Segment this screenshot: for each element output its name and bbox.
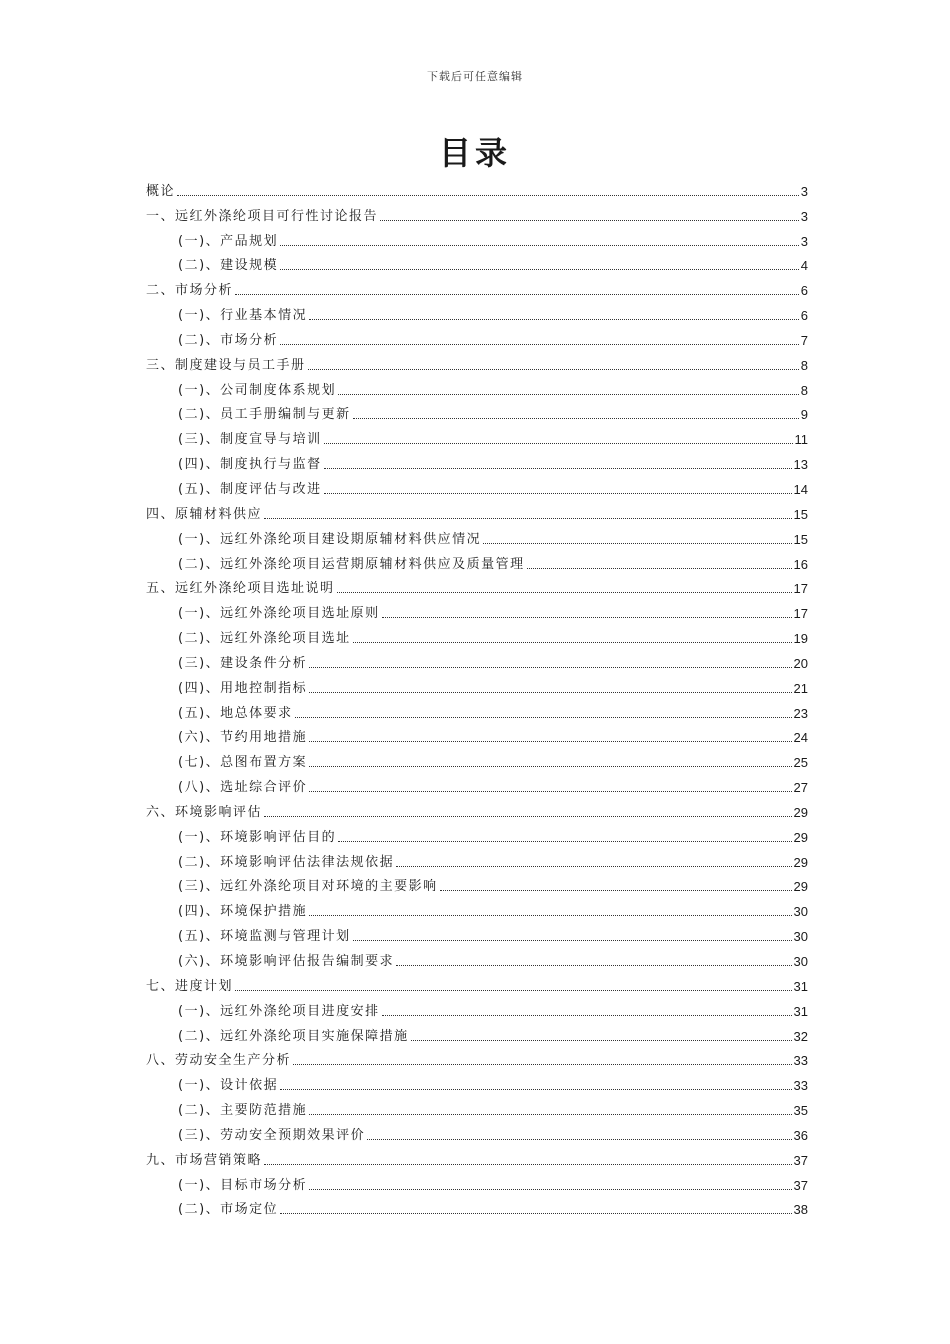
toc-entry-page: 6 [800,283,808,299]
toc-entry-label: (二)、主要防范措施 [178,1103,308,1119]
dot-leader [309,740,791,742]
toc-entry-label: (二)、远红外涤纶项目选址 [178,631,351,647]
toc-entry-page: 24 [793,730,808,746]
toc-entry-page: 3 [800,183,808,199]
toc-entry[interactable] [146,895,808,920]
toc-entry-label: (二)、市场分析 [178,332,279,348]
toc-entry-page: 4 [800,258,808,274]
toc-entry[interactable] [146,597,808,622]
dot-leader [440,889,792,891]
table-of-contents [146,175,808,1218]
toc-entry-label: (七)、总图布置方案 [178,755,308,771]
toc-entry-page: 32 [793,1028,808,1044]
toc-entry[interactable] [146,523,808,548]
toc-entry[interactable] [146,423,808,448]
toc-entry[interactable] [146,448,808,473]
toc-entry-page: 9 [800,407,808,423]
toc-entry[interactable] [146,274,808,299]
dot-leader [382,616,792,618]
toc-entry-page: 21 [793,680,808,696]
dot-leader [309,318,799,320]
toc-entry-page: 30 [793,954,808,969]
toc-entry-label: (三)、建设条件分析 [178,655,308,671]
dot-leader [324,442,793,444]
toc-entry[interactable] [146,1194,808,1219]
toc-entry-label: 七、进度计划 [146,978,234,994]
toc-entry-label: (六)、节约用地措施 [178,730,308,746]
dot-leader [309,691,791,693]
toc-entry-label: 三、制度建设与员工手册 [146,357,306,373]
toc-entry-label: (三)、制度宣导与培训 [178,432,322,448]
toc-entry-page: 7 [800,332,808,348]
toc-entry-page: 31 [793,1003,808,1019]
dot-leader [309,914,791,916]
dot-leader [293,1063,792,1065]
toc-entry[interactable] [146,548,808,573]
toc-entry[interactable] [146,299,808,324]
toc-entry-page: 38 [793,1202,808,1218]
toc-entry[interactable] [146,225,808,250]
toc-entry[interactable] [146,200,808,225]
dot-leader [280,1088,791,1090]
toc-entry[interactable] [146,1119,808,1144]
dot-leader [380,219,799,221]
toc-entry-page: 36 [793,1127,808,1143]
toc-entry[interactable] [146,374,808,399]
toc-entry-label: (二)、环境影响评估法律法规依据 [178,854,395,870]
toc-entry[interactable] [146,573,808,598]
toc-entry-page: 35 [793,1103,808,1119]
toc-entry[interactable] [146,697,808,722]
toc-entry[interactable] [146,622,808,647]
toc-entry-label: 八、劳动安全生产分析 [146,1053,292,1069]
dot-leader [396,964,791,966]
dot-leader [353,939,792,941]
dot-leader [235,293,799,295]
toc-entry-label: (五)、环境监测与管理计划 [178,929,351,945]
toc-entry-page: 30 [793,904,808,920]
toc-entry-page: 3 [800,208,808,224]
toc-entry-label: 九、市场营销策略 [146,1152,263,1168]
toc-entry-label: 概论 [146,183,176,199]
toc-entry[interactable] [146,1144,808,1169]
dot-leader [483,542,791,544]
toc-entry[interactable] [146,250,808,275]
dot-leader [324,492,792,494]
toc-entry-label: 四、原辅材料供应 [146,506,263,522]
toc-entry-page: 15 [793,531,808,547]
toc-entry[interactable] [146,1094,808,1119]
dot-leader [309,1188,791,1190]
toc-entry[interactable] [146,647,808,672]
dot-leader [324,467,792,469]
header-note: 下载后可任意编辑 [427,70,523,83]
toc-entry-page: 29 [793,804,808,820]
toc-entry[interactable] [146,746,808,771]
dot-leader [264,517,792,519]
dot-leader [367,1138,791,1140]
toc-entry-label: 五、远红外涤纶项目选址说明 [146,581,335,597]
toc-entry-page: 16 [793,556,808,572]
dot-leader [280,244,799,246]
dot-leader [177,194,799,196]
toc-entry[interactable] [146,821,808,846]
toc-entry-label: (一)、远红外涤纶项目选址原则 [178,606,380,622]
toc-entry-label: (二)、远红外涤纶项目实施保障措施 [178,1028,409,1044]
toc-entry-page: 11 [794,432,808,448]
toc-entry-label: (三)、劳动安全预期效果评价 [178,1127,366,1143]
dot-leader [338,840,791,842]
toc-entry-page: 14 [793,481,808,497]
toc-entry-label: 六、环境影响评估 [146,804,263,820]
page-title: 目录 [438,134,511,172]
dot-leader [280,1212,791,1214]
toc-entry[interactable] [146,846,808,871]
dot-leader [353,417,799,419]
toc-entry-page: 13 [793,457,808,473]
toc-entry-page: 15 [793,506,808,522]
dot-leader [527,567,792,569]
toc-entry[interactable] [146,399,808,424]
dot-leader [338,393,799,395]
dot-leader [235,989,792,991]
toc-entry[interactable] [146,175,808,200]
dot-leader [280,268,799,270]
toc-entry[interactable] [146,672,808,697]
toc-entry-label: (一)、环境影响评估目的 [178,829,337,845]
toc-entry-page: 30 [793,929,808,945]
toc-entry[interactable] [146,1169,808,1194]
toc-entry-page: 23 [793,705,808,721]
toc-entry-label: (四)、用地控制指标 [178,680,308,696]
toc-entry[interactable] [146,995,808,1020]
dot-leader [382,1014,792,1016]
toc-entry-label: (二)、远红外涤纶项目运营期原辅材料供应及质量管理 [178,556,525,572]
toc-entry[interactable] [146,349,808,374]
toc-entry-label: 二、市场分析 [146,283,234,299]
toc-entry-label: 一、远红外涤纶项目可行性讨论报告 [146,208,379,224]
toc-entry-label: (八)、选址综合评价 [178,780,308,796]
dot-leader [264,815,792,817]
toc-entry-page: 33 [793,1053,808,1069]
toc-entry-page: 27 [793,780,808,796]
toc-entry-page: 17 [793,606,808,622]
toc-entry[interactable] [146,498,808,523]
toc-entry-page: 19 [793,631,808,647]
toc-entry-page: 8 [800,382,808,398]
toc-entry[interactable] [146,945,808,970]
toc-entry[interactable] [146,970,808,995]
toc-entry-page: 29 [793,854,808,870]
dot-leader [353,641,792,643]
toc-entry-page: 29 [793,879,808,895]
dot-leader [411,1039,792,1041]
dot-leader [308,368,799,370]
dot-leader [264,1163,792,1165]
dot-leader [309,666,791,668]
dot-leader [309,790,791,792]
toc-entry-label: (五)、地总体要求 [178,705,293,721]
toc-entry-page: 37 [793,1177,808,1193]
toc-entry-label: (二)、员工手册编制与更新 [178,407,351,423]
toc-entry-page: 33 [793,1078,808,1094]
toc-entry-label: (二)、建设规模 [178,258,279,274]
toc-entry-page: 17 [793,581,808,597]
toc-entry-label: (一)、公司制度体系规划 [178,382,337,398]
toc-entry-label: (四)、环境保护措施 [178,904,308,920]
toc-entry[interactable] [146,324,808,349]
toc-entry-label: (一)、行业基本情况 [178,308,308,324]
toc-entry-label: (三)、远红外涤纶项目对环境的主要影响 [178,879,438,895]
toc-entry-label: (二)、市场定位 [178,1202,279,1218]
toc-entry-page: 29 [793,829,808,845]
toc-entry-page: 20 [793,655,808,671]
toc-entry[interactable] [146,771,808,796]
dot-leader [280,343,799,345]
dot-leader [295,716,792,718]
toc-entry[interactable] [146,920,808,945]
toc-entry[interactable] [146,796,808,821]
toc-entry-label: (五)、制度评估与改进 [178,481,322,497]
toc-entry[interactable] [146,871,808,896]
toc-entry[interactable] [146,722,808,747]
dot-leader [337,591,792,593]
toc-entry-label: (一)、远红外涤纶项目建设期原辅材料供应情况 [178,531,482,547]
toc-entry-label: (一)、远红外涤纶项目进度安排 [178,1003,380,1019]
toc-entry-page: 37 [793,1152,808,1168]
toc-entry-page: 25 [793,755,808,771]
dot-leader [309,1113,791,1115]
toc-entry-label: (四)、制度执行与监督 [178,457,322,473]
toc-entry-label: (一)、产品规划 [178,233,279,249]
dot-leader [309,765,791,767]
dot-leader [396,865,791,867]
toc-entry[interactable] [146,1045,808,1070]
toc-entry-label: (一)、设计依据 [178,1078,279,1094]
toc-entry-page: 8 [800,357,808,373]
toc-entry-page: 6 [800,308,808,324]
toc-entry-label: (六)、环境影响评估报告编制要求 [178,954,395,969]
toc-entry-label: (一)、目标市场分析 [178,1177,308,1193]
toc-entry[interactable] [146,473,808,498]
toc-entry-page: 3 [800,233,808,249]
toc-entry[interactable] [146,1020,808,1045]
toc-entry-page: 31 [793,978,808,994]
toc-entry[interactable] [146,1069,808,1094]
